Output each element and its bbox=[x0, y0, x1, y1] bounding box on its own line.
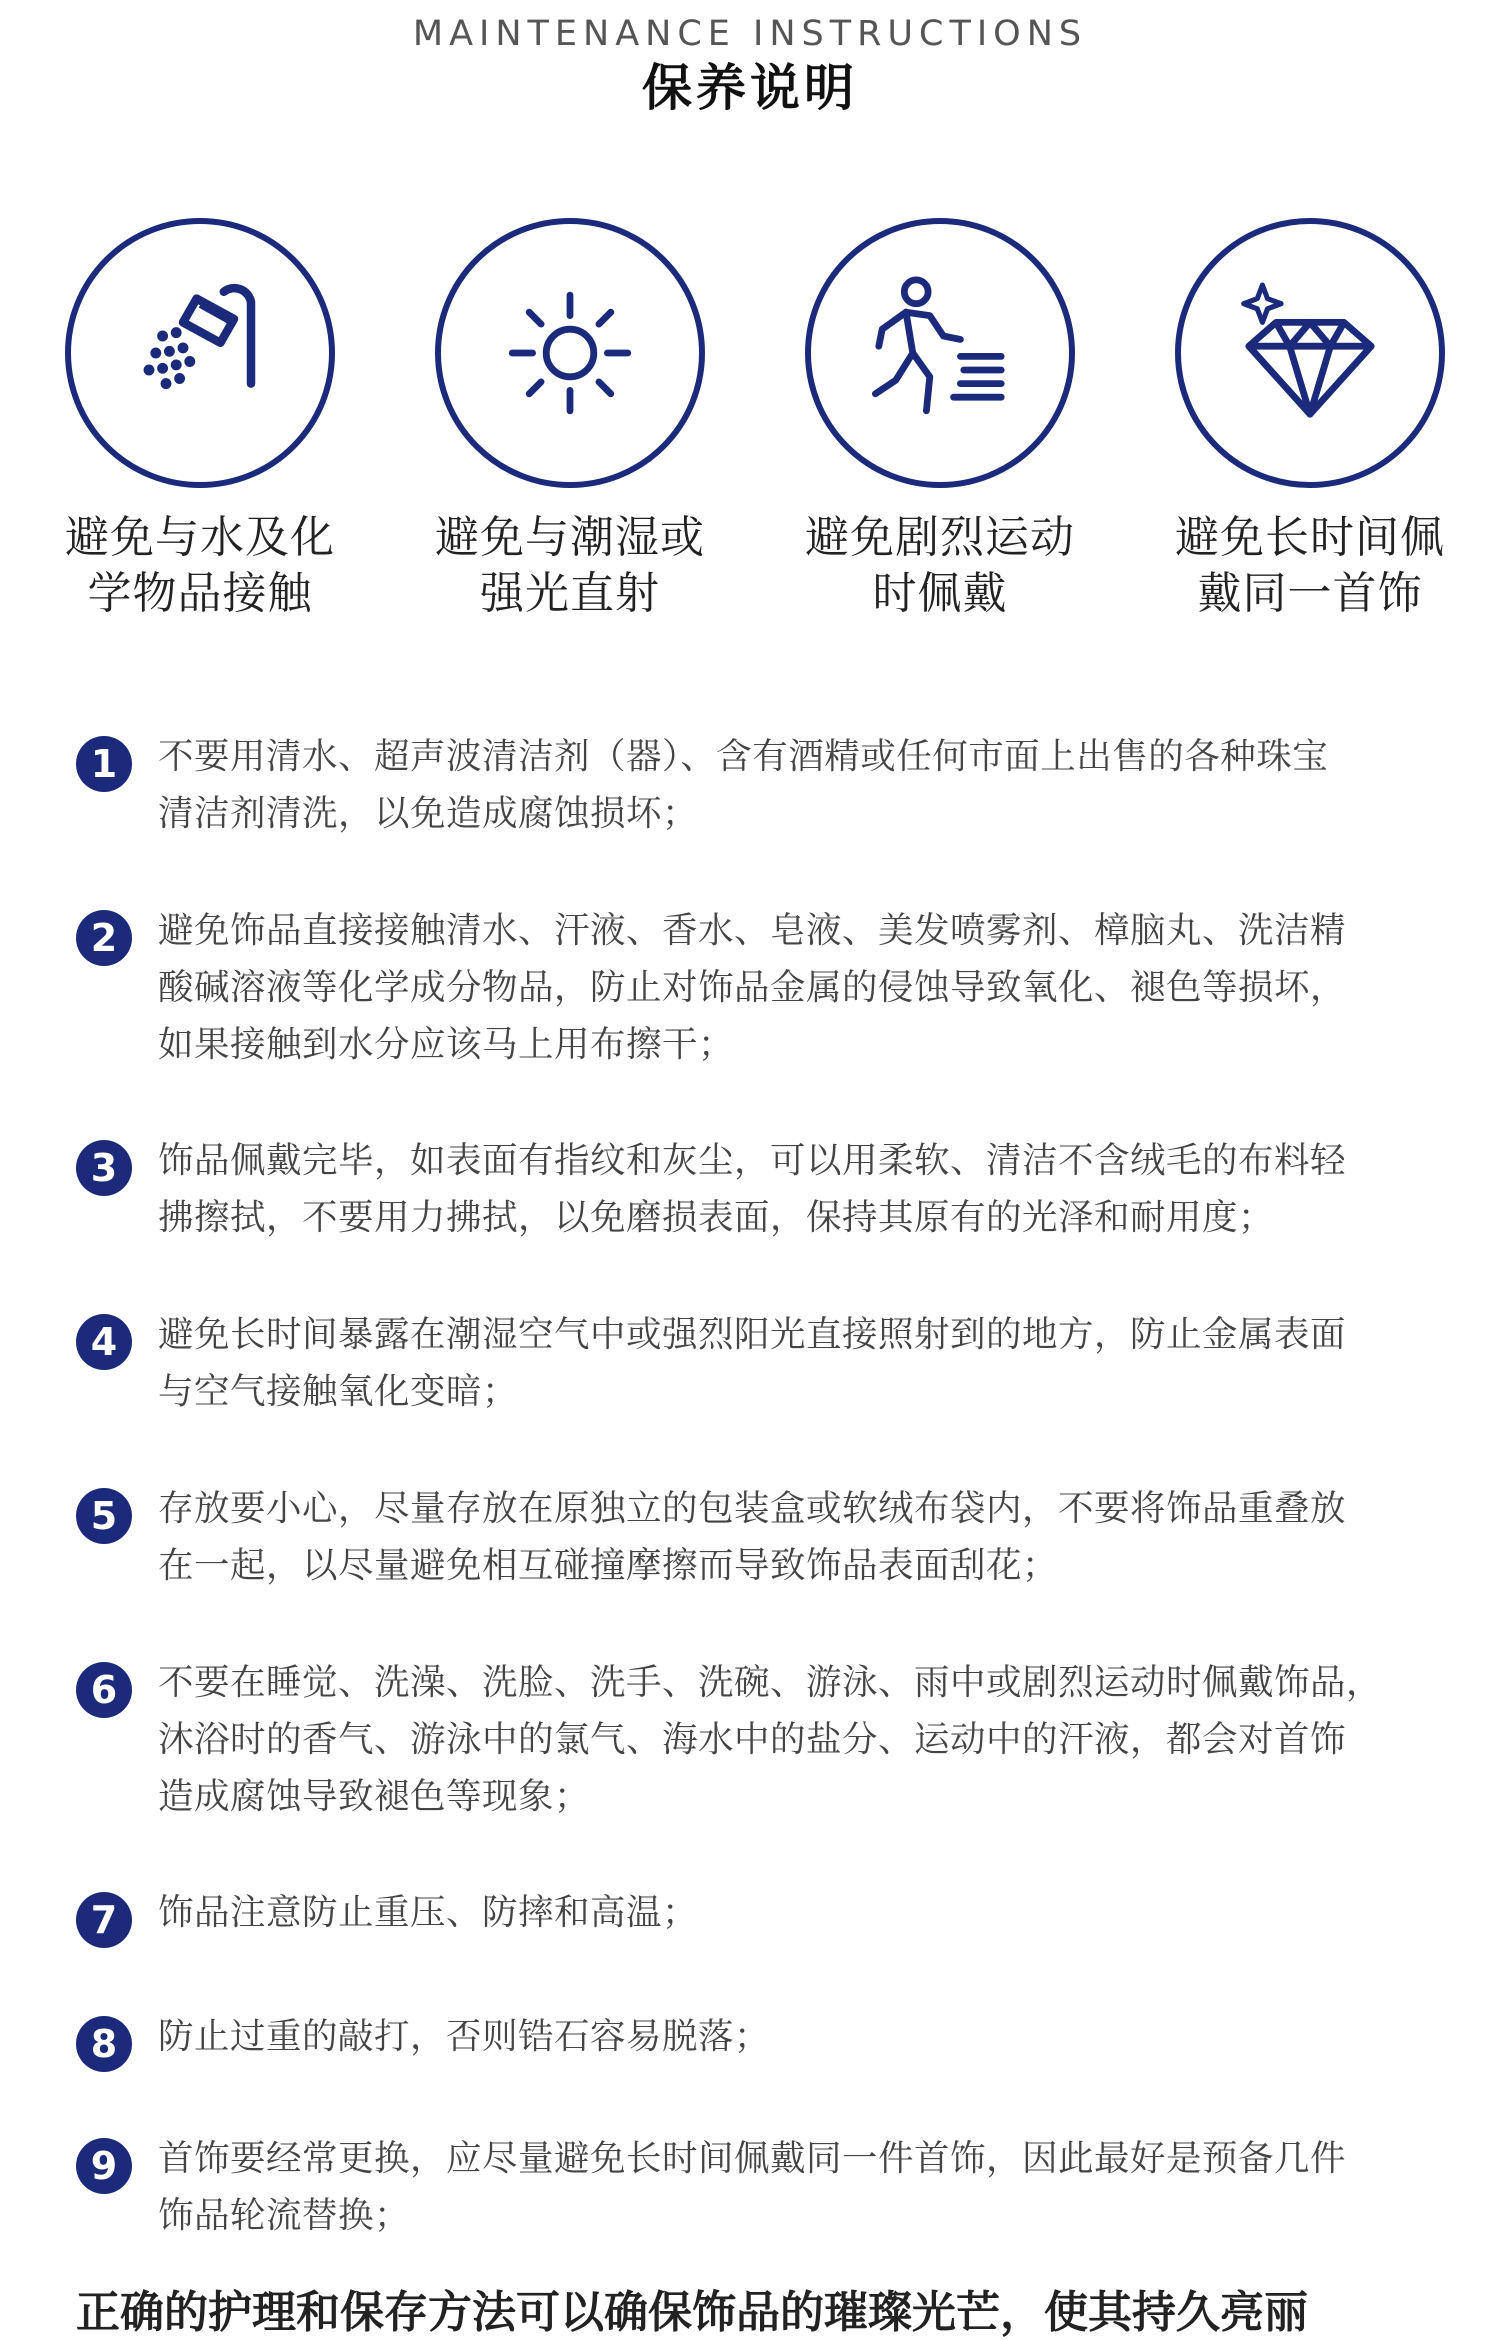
item-text-line: 饰品轮流替换； bbox=[158, 2195, 411, 2236]
item-text bbox=[158, 1654, 1488, 1825]
item-text-line: 如果接触到水分应该马上用布擦干； bbox=[158, 1024, 735, 1065]
care-label-line: 学物品接触 bbox=[87, 568, 313, 619]
item-text-line: 存放要小心，尽量存放在原独立的包装盒或软绒布袋内，不要将饰品重叠放 bbox=[158, 1488, 1347, 1529]
care-card-sun bbox=[390, 218, 750, 622]
care-label-line: 避免与潮湿或 bbox=[435, 512, 705, 563]
item-text-line: 不要用清水、超声波清洁剂（器）、含有酒精或任何市面上出售的各种珠宝 bbox=[158, 736, 1329, 777]
header-title-en: MAINTENANCE INSTRUCTIONS bbox=[412, 14, 1088, 54]
number-badge: 8 bbox=[76, 2016, 132, 2072]
care-label-line: 避免长时间佩 bbox=[1175, 512, 1445, 563]
item-text-line: 避免长时间暴露在潮湿空气中或强烈阳光直接照射到的地方，防止金属表面 bbox=[158, 1314, 1347, 1355]
item-text-line: 与空气接触氧化变暗； bbox=[158, 1371, 519, 1412]
item-text-line: 首饰要经常更换，应尽量避免长时间佩戴同一件首饰，因此最好是预备几件 bbox=[158, 2138, 1347, 2179]
item-text-line: 不要在睡觉、洗澡、洗脸、洗手、洗碗、游泳、雨中或剧烈运动时佩戴饰品， bbox=[158, 1662, 1383, 1703]
item-text-line: 清洁剂清洗，以免造成腐蚀损坏； bbox=[158, 793, 699, 834]
item-text bbox=[158, 728, 1488, 842]
care-label-line: 强光直射 bbox=[480, 568, 660, 619]
number-badge: 3 bbox=[76, 1140, 132, 1196]
item-text-line: 在一起，以尽量避免相互碰撞摩擦而导致饰品表面刮花； bbox=[158, 1545, 1059, 1586]
care-label-line: 避免剧烈运动 bbox=[805, 512, 1075, 563]
care-label bbox=[1130, 510, 1490, 622]
item-text-line: 酸碱溶液等化学成分物品，防止对饰品金属的侵蚀导致氧化、褪色等损坏， bbox=[158, 967, 1347, 1008]
care-card-jewelry bbox=[1130, 218, 1490, 622]
number-badge: 7 bbox=[76, 1892, 132, 1948]
care-label-line: 戴同一首饰 bbox=[1197, 568, 1423, 619]
care-circle bbox=[435, 218, 705, 488]
item-text bbox=[158, 1480, 1488, 1594]
item-text bbox=[158, 1884, 1488, 1941]
care-label-line: 时佩戴 bbox=[872, 568, 1008, 619]
number-badge: 1 bbox=[76, 736, 132, 792]
item-text bbox=[158, 1306, 1488, 1420]
running-person-icon bbox=[855, 268, 1025, 438]
item-text-line: 拂擦拭，不要用力拂拭，以免磨损表面，保持其原有的光泽和耐用度； bbox=[158, 1197, 1275, 1238]
care-card-exercise bbox=[760, 218, 1120, 622]
item-text bbox=[158, 2130, 1488, 2244]
care-label bbox=[760, 510, 1120, 622]
number-badge: 6 bbox=[76, 1662, 132, 1718]
item-text bbox=[158, 1132, 1488, 1246]
item-text-line: 防止过重的敲打，否则锆石容易脱落； bbox=[158, 2016, 771, 2057]
care-icon-row bbox=[0, 218, 1500, 658]
diamond-icon bbox=[1225, 268, 1395, 438]
shower-icon bbox=[115, 268, 285, 438]
care-circle bbox=[1175, 218, 1445, 488]
number-badge: 4 bbox=[76, 1314, 132, 1370]
care-card-water bbox=[20, 218, 380, 622]
care-label-line: 避免与水及化 bbox=[65, 512, 335, 563]
number-badge: 5 bbox=[76, 1488, 132, 1544]
header-title-cn: 保养说明 bbox=[642, 59, 858, 117]
care-circle bbox=[805, 218, 1075, 488]
item-text-line: 饰品佩戴完毕，如表面有指纹和灰尘，可以用柔软、清洁不含绒毛的布料轻 bbox=[158, 1140, 1347, 1181]
number-badge: 9 bbox=[76, 2138, 132, 2194]
care-label bbox=[390, 510, 750, 622]
footer-text: 正确的护理和保存方法可以确保饰品的璀璨光芒，使其持久亮丽 bbox=[76, 2287, 1308, 2338]
item-text-line: 饰品注意防止重压、防摔和高温； bbox=[158, 1892, 699, 1933]
number-badge: 2 bbox=[76, 910, 132, 966]
sun-icon bbox=[485, 268, 655, 438]
item-text-line: 造成腐蚀导致褪色等现象； bbox=[158, 1776, 591, 1817]
care-label bbox=[20, 510, 380, 622]
item-text bbox=[158, 2008, 1488, 2065]
item-text bbox=[158, 902, 1488, 1073]
item-text-line: 沐浴时的香气、游泳中的氯气、海水中的盐分、运动中的汗液，都会对首饰 bbox=[158, 1719, 1347, 1760]
care-circle bbox=[65, 218, 335, 488]
item-text-line: 避免饰品直接接触清水、汗液、香水、皂液、美发喷雾剂、樟脑丸、洗洁精 bbox=[158, 910, 1347, 951]
